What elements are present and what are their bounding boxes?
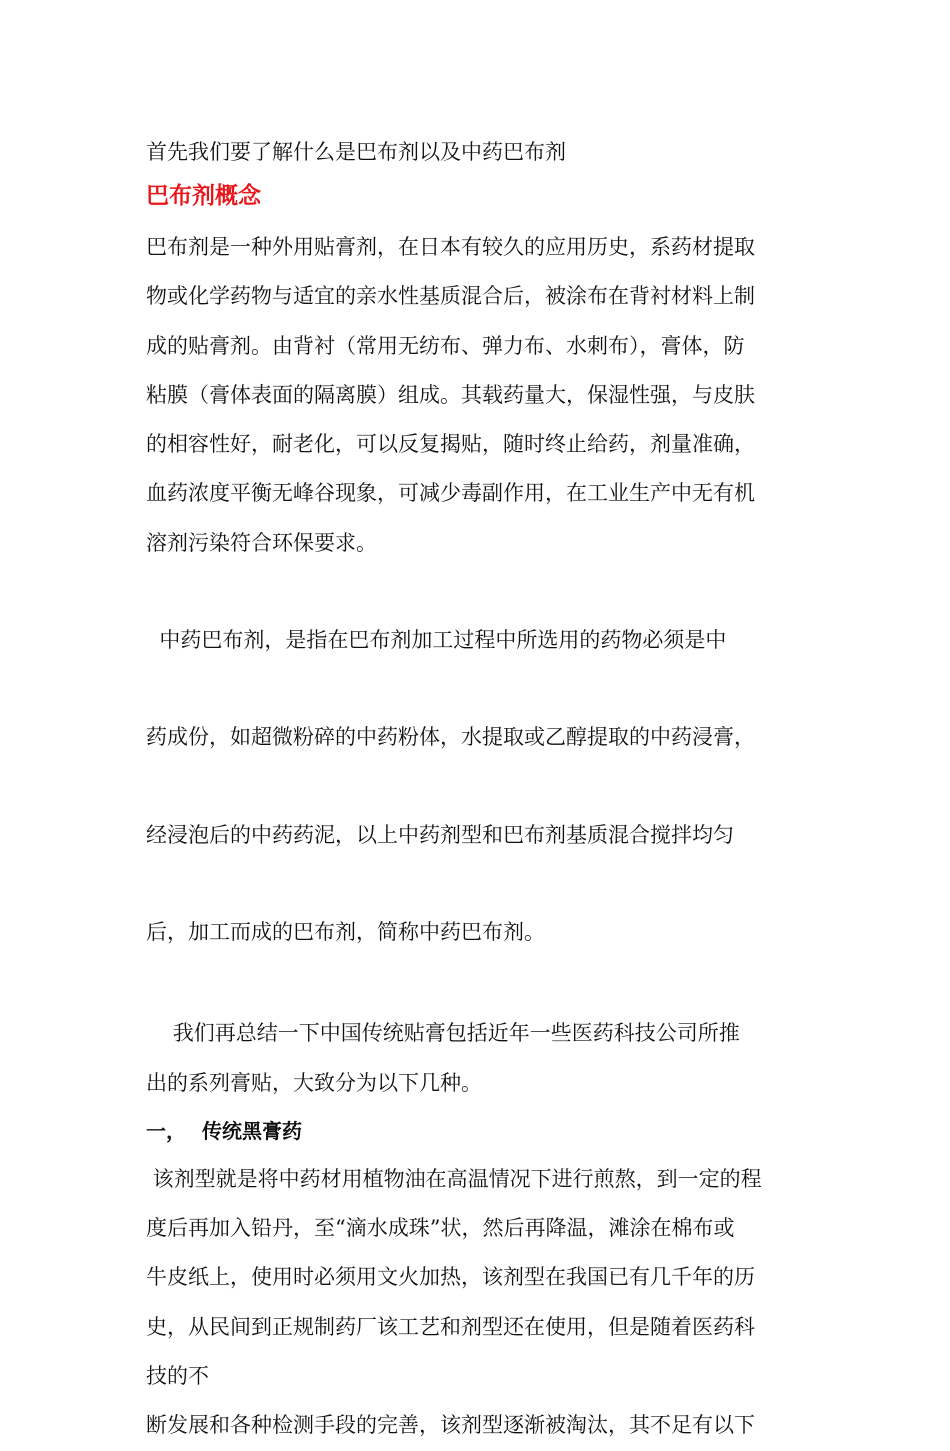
paragraph-line: 物或化学药物与适宜的亲水性基质混合后，被涂布在背衬材料上制 bbox=[146, 284, 755, 309]
section-title: 传统黑膏药 bbox=[202, 1118, 302, 1143]
paragraph-line: 经浸泡后的中药药泥，以上中药剂型和巴布剂基质混合搅拌均匀 bbox=[146, 822, 734, 847]
paragraph-line: 技的不 bbox=[146, 1364, 209, 1389]
paragraph-line: 粘膜（膏体表面的隔离膜）组成。其载药量大，保湿性强，与皮肤 bbox=[146, 382, 755, 407]
document-body bbox=[146, 132, 822, 1451]
paragraph-definition bbox=[146, 223, 822, 568]
paragraph-line: 史，从民间到正规制药厂该工艺和剂型还在使用，但是随着医药科 bbox=[146, 1314, 755, 1339]
paragraph-line: 该剂型就是将中药材用植物油在高温情况下进行煎熬，到一定的程 bbox=[146, 1166, 762, 1191]
paragraph-summary bbox=[146, 1009, 822, 1108]
paragraph-line: 断发展和各种检测手段的完善，该剂型逐渐被淘汰，其不足有以下 bbox=[146, 1413, 755, 1438]
paragraph-line: 药成份，如超微粉碎的中药粉体，水提取或乙醇提取的中药浸膏， bbox=[146, 725, 755, 750]
intro-text: 首先我们要了解什么是巴布剂以及中药巴布剂 bbox=[146, 140, 566, 164]
paragraph-line: 我们再总结一下中国传统贴膏包括近年一些医药科技公司所推 bbox=[146, 1021, 740, 1046]
paragraph-line: 血药浓度平衡无峰谷现象，可减少毒副作用，在工业生产中无有机 bbox=[146, 481, 755, 506]
section-number: 一， bbox=[146, 1118, 186, 1143]
concept-heading: 巴布剂概念 bbox=[146, 183, 261, 209]
paragraph-tcm-cataplasm bbox=[146, 568, 822, 1005]
paragraph-line: 的相容性好，耐老化，可以反复揭贴，随时终止给药，剂量准确， bbox=[146, 432, 755, 457]
section-heading bbox=[146, 1108, 822, 1155]
paragraph-line: 巴布剂是一种外用贴膏剂，在日本有较久的应用历史，系药材提取 bbox=[146, 235, 755, 259]
paragraph-line: 溶剂污染符合环保要求。 bbox=[146, 530, 377, 555]
paragraph-black-plaster bbox=[146, 1155, 822, 1451]
paragraph-line: 后，加工而成的巴布剂，简称中药巴布剂。 bbox=[146, 919, 545, 944]
paragraph-line: 中药巴布剂，是指在巴布剂加工过程中所选用的药物必须是中 bbox=[146, 628, 727, 653]
paragraph-line: 牛皮纸上，使用时必须用文火加热，该剂型在我国已有几千年的历 bbox=[146, 1265, 755, 1290]
paragraph-line: 度后再加入铅丹，至“滴水成珠”状，然后再降温，滩涂在棉布或 bbox=[146, 1216, 735, 1241]
paragraph-line: 出的系列膏贴，大致分为以下几种。 bbox=[146, 1070, 482, 1095]
paragraph-line: 成的贴膏剂。由背衬（常用无纺布、弹力布、水刺布），膏体，防 bbox=[146, 333, 745, 358]
